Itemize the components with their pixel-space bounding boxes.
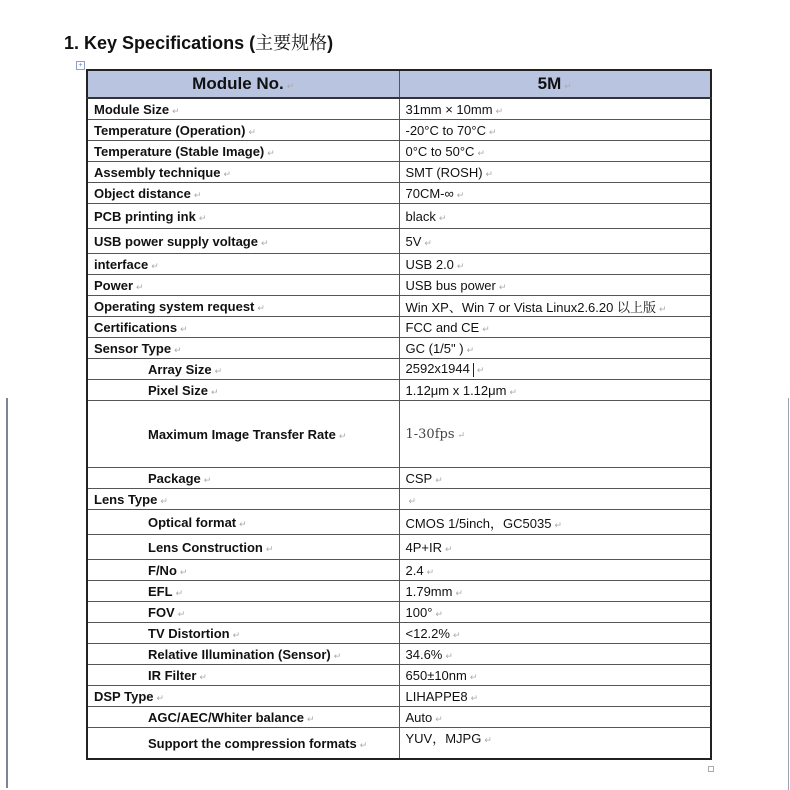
table-row: [87, 728, 711, 760]
paragraph-mark-icon: ↵: [175, 587, 184, 598]
paragraph-mark-icon: ↵: [470, 692, 479, 703]
table-row: [87, 120, 711, 141]
table-row: [87, 359, 711, 380]
paragraph-mark-icon: ↵: [445, 543, 453, 554]
spec-label-text: Module Size: [94, 101, 170, 117]
paragraph-mark-icon: ↵: [359, 739, 368, 750]
spec-label: [87, 728, 399, 760]
spec-value-text: 1-30fps: [405, 426, 455, 442]
paragraph-mark-icon: ↵: [307, 713, 315, 724]
spec-value-text: 70CM-∞: [405, 185, 454, 201]
paragraph-mark-icon: ↵: [456, 189, 465, 200]
spec-label: [87, 644, 399, 665]
paragraph-mark-icon: ↵: [498, 281, 507, 292]
paragraph-mark-icon: ↵: [136, 281, 144, 292]
paragraph-mark-icon: ↵: [435, 474, 443, 485]
paragraph-mark-icon: ↵: [485, 168, 494, 179]
paragraph-mark-icon: ↵: [469, 671, 478, 682]
spec-label: [87, 338, 399, 359]
table-move-handle-icon[interactable]: +: [76, 61, 85, 70]
spec-value[interactable]: [399, 560, 711, 581]
spec-value[interactable]: [399, 204, 711, 229]
table-row: [87, 229, 711, 254]
paragraph-mark-icon: ↵: [193, 189, 202, 200]
spec-value-text: 5V: [405, 233, 422, 249]
paragraph-mark-icon: ↵: [179, 566, 188, 577]
paragraph-mark-icon: ↵: [452, 629, 461, 640]
paragraph-mark-icon: ↵: [424, 237, 432, 248]
spec-value-text: CSP: [405, 470, 433, 486]
spec-value-text: CMOS 1/5inch，GC5035: [405, 515, 552, 531]
heading-number: 1.: [64, 33, 80, 53]
paragraph-mark-icon: ↵: [151, 260, 159, 271]
table-row: [87, 401, 711, 468]
paragraph-mark-icon: ↵: [495, 105, 504, 116]
spec-value[interactable]: [399, 296, 711, 317]
spec-label-text: Pixel Size: [148, 382, 208, 398]
table-resize-handle[interactable]: [708, 766, 714, 772]
spec-value-text: 0°C to 50°C: [405, 143, 475, 159]
spec-value-text: USB bus power: [405, 277, 496, 293]
spec-label-text: Operating system request: [94, 298, 255, 314]
spec-label-text: TV Distortion: [148, 625, 230, 641]
paragraph-mark-icon: ↵: [456, 260, 465, 271]
paragraph-mark-icon: ↵: [333, 650, 342, 661]
table-row: [87, 141, 711, 162]
spec-label-text: Sensor Type: [94, 340, 172, 356]
paragraph-mark-icon: ↵: [509, 386, 518, 397]
spec-label-text: Certifications: [94, 319, 178, 335]
spec-label: [87, 602, 399, 623]
paragraph-mark-icon: ↵: [489, 126, 497, 137]
spec-label-text: Optical format: [148, 514, 237, 530]
page-margin-rule-right: [788, 398, 789, 790]
spec-label: [87, 686, 399, 707]
spec-label-text: Array Size: [148, 361, 212, 377]
spec-value-text: 650±10nm: [405, 667, 467, 683]
spec-value[interactable]: [399, 229, 711, 254]
paragraph-mark-icon: ↵: [476, 365, 485, 376]
spec-value[interactable]: [399, 665, 711, 686]
spec-label-text: interface: [94, 256, 149, 272]
spec-label-text: Maximum Image Transfer Rate: [148, 426, 336, 442]
paragraph-mark-icon: ↵: [554, 519, 562, 530]
spec-label: [87, 581, 399, 602]
spec-label: [87, 98, 399, 120]
paragraph-mark-icon: ↵: [177, 608, 186, 619]
paragraph-mark-icon: ↵: [457, 430, 466, 441]
spec-value[interactable]: [399, 686, 711, 707]
spec-value-text: Win XP、Win 7 or Vista Linux2.6.20 以上版: [405, 299, 656, 315]
spec-value[interactable]: [399, 707, 711, 728]
paragraph-mark-icon: ↵: [203, 474, 212, 485]
spec-label: [87, 623, 399, 644]
spec-label-text: Lens Type: [94, 491, 158, 507]
spec-value[interactable]: [399, 535, 711, 560]
table-row: [87, 644, 711, 665]
paragraph-mark-icon: ↵: [199, 671, 207, 682]
paragraph-mark-icon: ↵: [160, 495, 168, 506]
spec-value-text: LIHAPPE8: [405, 688, 468, 704]
spec-label-text: IR Filter: [148, 667, 197, 683]
spec-value-text: SMT (ROSH): [405, 164, 483, 180]
spec-table: [86, 69, 712, 760]
spec-label-text: PCB printing ink: [94, 208, 196, 224]
spec-value[interactable]: [399, 141, 711, 162]
spec-value[interactable]: [399, 183, 711, 204]
paragraph-mark-icon: ↵: [180, 323, 188, 334]
spec-label: [87, 359, 399, 380]
paragraph-mark-icon: ↵: [466, 344, 475, 355]
paragraph-mark-icon: ↵: [658, 303, 667, 314]
table-row: [87, 535, 711, 560]
spec-label-text: Lens Construction: [148, 539, 263, 555]
spec-value[interactable]: [399, 728, 711, 760]
spec-label: [87, 665, 399, 686]
paragraph-mark-icon: ↵: [214, 365, 223, 376]
spec-value-text: black: [405, 208, 436, 224]
spec-label: [87, 296, 399, 317]
spec-label: [87, 254, 399, 275]
paragraph-mark-icon: ↵: [232, 629, 241, 640]
spec-label: [87, 183, 399, 204]
paragraph-mark-icon: ↵: [198, 212, 207, 223]
table-row: [87, 686, 711, 707]
spec-value[interactable]: [399, 254, 711, 275]
paragraph-mark-icon: ↵: [239, 518, 247, 529]
spec-label-text: AGC/AEC/Whiter balance: [148, 709, 305, 725]
header-5m: 5M ↵: [399, 70, 711, 98]
table-row: [87, 510, 711, 535]
spec-label: [87, 535, 399, 560]
paragraph-mark-icon: ↵: [172, 105, 180, 116]
spec-label-text: Object distance: [94, 185, 191, 201]
table-row: [87, 338, 711, 359]
spec-value[interactable]: [399, 338, 711, 359]
spec-label: [87, 380, 399, 401]
table-row: [87, 623, 711, 644]
spec-label: [87, 141, 399, 162]
spec-label: [87, 162, 399, 183]
spec-value-text: 100°: [405, 604, 433, 620]
paragraph-mark-icon: ↵: [267, 147, 275, 158]
table-row: [87, 560, 711, 581]
table-row: [87, 581, 711, 602]
table-row: [87, 296, 711, 317]
spec-label-text: EFL: [148, 583, 173, 599]
spec-value[interactable]: [399, 602, 711, 623]
paragraph-mark-icon: ↵: [223, 168, 231, 179]
spec-value-text: 4P+IR: [405, 539, 442, 555]
page-margin-rule-left: [6, 398, 8, 788]
table-row: [87, 204, 711, 229]
paragraph-mark-icon: ↵: [265, 543, 274, 554]
heading-text: Key Specifications (: [84, 33, 256, 53]
spec-value[interactable]: [399, 644, 711, 665]
spec-value-text: <12.2%: [405, 625, 450, 641]
spec-value[interactable]: [399, 98, 711, 120]
spec-value-text: GC (1/5" ): [405, 340, 464, 356]
paragraph-mark-icon: ↵: [482, 323, 490, 334]
spec-label: [87, 401, 399, 468]
spec-label: [87, 489, 399, 510]
spec-label-text: Relative Illumination (Sensor): [148, 646, 331, 662]
spec-value[interactable]: [399, 317, 711, 338]
spec-value[interactable]: [399, 510, 711, 535]
spec-label: [87, 275, 399, 296]
paragraph-mark-icon: ↵: [210, 386, 219, 397]
spec-label-text: Power: [94, 277, 134, 293]
spec-value[interactable]: [399, 162, 711, 183]
spec-label: [87, 204, 399, 229]
table-row: [87, 468, 711, 489]
table-row: [87, 489, 711, 510]
spec-label-text: Temperature (Operation): [94, 122, 246, 138]
spec-value[interactable]: [399, 623, 711, 644]
spec-label: [87, 468, 399, 489]
section-heading: [64, 29, 333, 55]
spec-value-text: 1.12μm x 1.12μm: [405, 382, 507, 398]
spec-value[interactable]: [399, 401, 711, 468]
spec-value-text: 1.79mm: [405, 583, 453, 599]
spec-label-text: Temperature (Stable Image): [94, 143, 265, 159]
spec-label: [87, 120, 399, 141]
paragraph-mark-icon: ↵: [338, 430, 347, 441]
spec-label: [87, 510, 399, 535]
table-row: [87, 275, 711, 296]
spec-value-text: 34.6%: [405, 646, 443, 662]
spec-value-text: FCC and CE: [405, 319, 480, 335]
paragraph-mark-icon: ↵: [438, 212, 447, 223]
heading-cjk: 主要规格: [255, 33, 328, 53]
spec-value-text: Auto: [405, 709, 433, 725]
spec-value[interactable]: [399, 275, 711, 296]
paragraph-mark-icon: ↵: [435, 713, 443, 724]
spec-value-text: 2.4: [405, 562, 424, 578]
spec-label-text: Support the compression formats: [148, 735, 357, 751]
table-row: [87, 254, 711, 275]
spec-value[interactable]: [399, 120, 711, 141]
paragraph-mark-icon: ↵: [260, 237, 269, 248]
table-row: [87, 162, 711, 183]
spec-value-text: 31mm × 10mm: [405, 101, 493, 117]
table-row: [87, 380, 711, 401]
spec-value[interactable]: [399, 581, 711, 602]
paragraph-mark-icon: ↵: [257, 302, 265, 313]
paragraph-mark-icon: ↵: [248, 126, 256, 137]
paragraph-mark-icon: ↵: [477, 147, 485, 158]
text-cursor: [473, 363, 474, 377]
header-module-no: Module No. ↵: [87, 70, 399, 98]
spec-value[interactable]: [399, 359, 711, 380]
spec-label-text: Assembly technique: [94, 164, 221, 180]
spec-label-text: F/No: [148, 562, 177, 578]
spec-label: [87, 317, 399, 338]
spec-value-text: 2592x1944: [405, 361, 470, 377]
spec-label: [87, 560, 399, 581]
paragraph-mark-icon: ↵: [455, 587, 464, 598]
table-header-row: [87, 70, 711, 98]
spec-value[interactable]: [399, 489, 711, 510]
paragraph-mark-icon: ↵: [445, 650, 453, 661]
paragraph-mark-icon: ↵: [426, 566, 435, 577]
paragraph-mark-icon: ↵: [156, 692, 165, 703]
spec-label-text: FOV: [148, 604, 175, 620]
paragraph-mark-icon: ↵: [435, 608, 443, 619]
spec-label: [87, 229, 399, 254]
table-row: [87, 317, 711, 338]
paragraph-mark-icon: ↵: [408, 495, 417, 506]
table-row: [87, 98, 711, 120]
table-row: [87, 183, 711, 204]
spec-value-text: -20°C to 70°C: [405, 122, 486, 138]
spec-label-text: Package: [148, 470, 201, 486]
spec-label-text: USB power supply voltage: [94, 233, 258, 249]
spec-value[interactable]: [399, 468, 711, 489]
paragraph-mark-icon: ↵: [174, 344, 182, 355]
spec-value-text: USB 2.0: [405, 256, 454, 272]
spec-label: [87, 707, 399, 728]
table-row: [87, 665, 711, 686]
table-row: [87, 602, 711, 623]
table-row: [87, 707, 711, 728]
heading-close: ): [327, 33, 334, 53]
spec-label-text: DSP Type: [94, 688, 154, 704]
spec-value-text: YUV，MJPG: [405, 731, 482, 746]
spec-value[interactable]: [399, 380, 711, 401]
paragraph-mark-icon: ↵: [484, 735, 492, 745]
